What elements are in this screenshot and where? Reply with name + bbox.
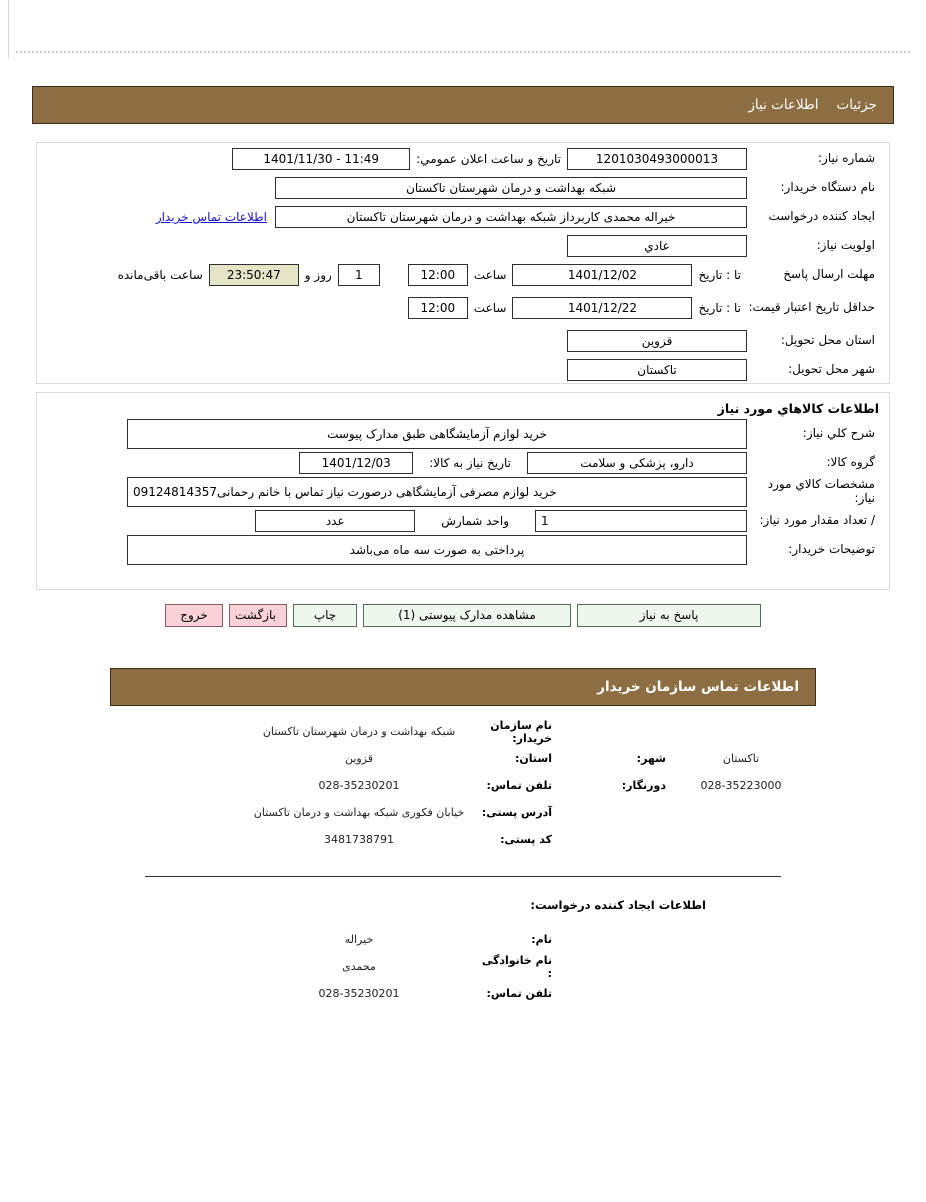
creator-label: ایجاد کننده درخواست (768, 209, 875, 224)
contact-address-label: آدرس پستی: (481, 806, 552, 819)
requester-last-name-value: محمدی (342, 960, 376, 973)
deadline-hour-label: ساعت (473, 268, 507, 282)
priority-label: اولویت نیاز: (816, 238, 875, 253)
section-divider-rule (145, 876, 781, 877)
row-creator (37, 204, 889, 230)
row-buyer-org (37, 175, 889, 201)
row-group (37, 450, 889, 476)
row-buyer-notes (37, 537, 889, 563)
validity-hour-field[interactable]: 12:00 (408, 297, 468, 319)
contact-row-postal (110, 826, 816, 853)
contact-org-label: نام سازمان خریدار: (490, 718, 552, 745)
deadline-date-field[interactable]: 1401/12/02 (512, 264, 692, 286)
specs-label: مشخصات کالاي مورد نیاز: (767, 477, 875, 505)
contact-row-address (110, 799, 816, 826)
row-province (37, 328, 889, 354)
priority-field[interactable]: عادي (567, 235, 747, 257)
province-field[interactable]: قزوین (567, 330, 747, 352)
print-button[interactable]: چاپ (293, 604, 357, 627)
contact-province-value: قزوین (344, 752, 374, 765)
goods-panel-title: اطلاعات کالاهاي مورد نیاز (717, 401, 879, 416)
city-field[interactable]: تاکستان (567, 359, 747, 381)
deadline-days-field[interactable]: 1 (338, 264, 380, 286)
contact-city-label: شهر: (636, 752, 666, 765)
respond-to-need-button[interactable]: پاسخ به نیاز (577, 604, 761, 627)
row-general-desc (37, 421, 889, 447)
deadline-hour-field[interactable]: 12:00 (408, 264, 468, 286)
contact-fax-label: دورنگار: (621, 779, 666, 792)
buyer-org-label: نام دستگاه خریدار: (780, 180, 875, 195)
validity-label: حداقل تاریخ اعتبار قیمت: (748, 300, 875, 315)
contact-city-value: تاکستان (722, 752, 760, 765)
requester-row-phone (110, 980, 816, 1007)
general-desc-field[interactable]: خرید لوازم آزمایشگاهی طبق مدارک پیوست (127, 419, 747, 449)
need-info-panel (36, 142, 890, 384)
contact-postal-label: کد پستی: (500, 833, 552, 846)
announce-datetime-field[interactable]: 11:49 - 1401/11/30 (232, 148, 410, 170)
specs-field[interactable]: خرید لوازم مصرفی آزمایشگاهی درصورت نیاز تماس با خانم رحمانی09124814357 (127, 477, 747, 507)
deadline-countdown-field: 23:50:47 (209, 264, 299, 286)
requester-first-name-value: خیراله (344, 933, 374, 946)
row-deadline (37, 262, 889, 288)
exit-button[interactable]: خروج (165, 604, 223, 627)
need-date-label: تاریخ نیاز به کالا: (429, 456, 511, 470)
creator-field[interactable]: خیراله محمدی کاربرداز شبکه بهداشت و درمان شهرستان تاکستان (275, 206, 747, 228)
detail-section-header (32, 86, 894, 124)
contact-row-province-city (110, 745, 816, 772)
requester-phone-label: تلفن تماس: (486, 987, 552, 1000)
need-number-field[interactable]: 1201030493000013 (567, 148, 747, 170)
validity-date-field[interactable]: 1401/12/22 (512, 297, 692, 319)
row-priority (37, 233, 889, 259)
requester-phone-value: 028-35230201 (318, 987, 400, 1000)
view-attached-documents-button[interactable]: مشاهده مدارک پیوستی (1) (363, 604, 571, 627)
announce-label: تاریخ و ساعت اعلان عمومي: (416, 152, 561, 166)
row-city (37, 357, 889, 383)
buyer-notes-label: توضیحات خریدار: (788, 542, 875, 557)
requester-row-first-name (110, 926, 816, 953)
requester-title: اطلاعات ایجاد کننده درخواست: (530, 898, 706, 912)
requester-last-name-label: نام خانوادگی : (481, 953, 552, 980)
contact-row-org (110, 718, 816, 745)
contact-address-value: خیابان فکوری شبکه بهداشت و درمان تاکستان (253, 806, 465, 819)
general-desc-label: شرح کلي نیاز: (802, 426, 875, 441)
buyer-org-field[interactable]: شبکه بهداشت و درمان شهرستان تاکستان (275, 177, 747, 199)
goods-info-panel (36, 392, 890, 590)
buyer-contact-link[interactable]: اطلاعات تماس خریدار (155, 210, 267, 224)
contact-phone-value: 028-35230201 (318, 779, 400, 792)
unit-label: واحد شمارش (441, 514, 509, 528)
validity-hour-label: ساعت (473, 301, 507, 315)
quantity-label: / تعداد مقدار مورد نیاز: (759, 513, 875, 528)
province-label: استان محل تحویل: (780, 333, 875, 348)
buyer-contact-section-header (110, 668, 816, 706)
contact-row-phone-fax (110, 772, 816, 799)
deadline-days-label: روز و (304, 268, 332, 282)
contact-phone-label: تلفن تماس: (486, 779, 552, 792)
deadline-label: مهلت ارسال پاسخ (783, 267, 875, 282)
requester-info-block (110, 898, 816, 1007)
back-button[interactable]: بازگشت (229, 604, 287, 627)
row-specs (37, 479, 889, 505)
contact-fax-value: 028-35223000 (700, 779, 782, 792)
deadline-to-date-label: تا : تاریخ (698, 268, 741, 282)
buyer-contact-header-title: اطلاعات تماس سازمان خریدار (597, 679, 799, 695)
requester-first-name-label: نام: (531, 933, 552, 946)
buyer-contact-body (110, 718, 816, 853)
city-label: شهر محل تحویل: (788, 362, 875, 377)
contact-province-label: استان: (515, 752, 552, 765)
row-quantity (37, 508, 889, 534)
contact-org-value: شبکه بهداشت و درمان شهرستان تاکستان (262, 725, 456, 738)
tab-need-info[interactable]: اطلاعات نیاز (748, 97, 819, 113)
deadline-remaining-label: ساعت باقی‌مانده (117, 268, 203, 282)
need-number-label: شماره نیاز: (818, 151, 875, 166)
row-need-number (37, 146, 889, 172)
requester-row-last-name (110, 953, 816, 980)
validity-to-date-label: تا : تاریخ (698, 301, 741, 315)
group-field[interactable]: دارو، پزشکی و سلامت (527, 452, 747, 474)
need-date-field[interactable]: 1401/12/03 (299, 452, 413, 474)
tab-details[interactable]: جزئیات (836, 97, 877, 113)
page-left-rule (8, 0, 9, 58)
unit-field[interactable]: عدد (255, 510, 415, 532)
quantity-field[interactable]: 1 (535, 510, 747, 532)
buyer-notes-field[interactable]: پرداختی به صورت سه ماه می‌باشد (127, 535, 747, 565)
row-price-validity (37, 291, 889, 325)
top-dotted-separator (16, 51, 910, 53)
action-button-bar (0, 604, 926, 627)
contact-postal-value: 3481738791 (324, 833, 394, 846)
group-label: گروه کالا: (826, 455, 875, 470)
